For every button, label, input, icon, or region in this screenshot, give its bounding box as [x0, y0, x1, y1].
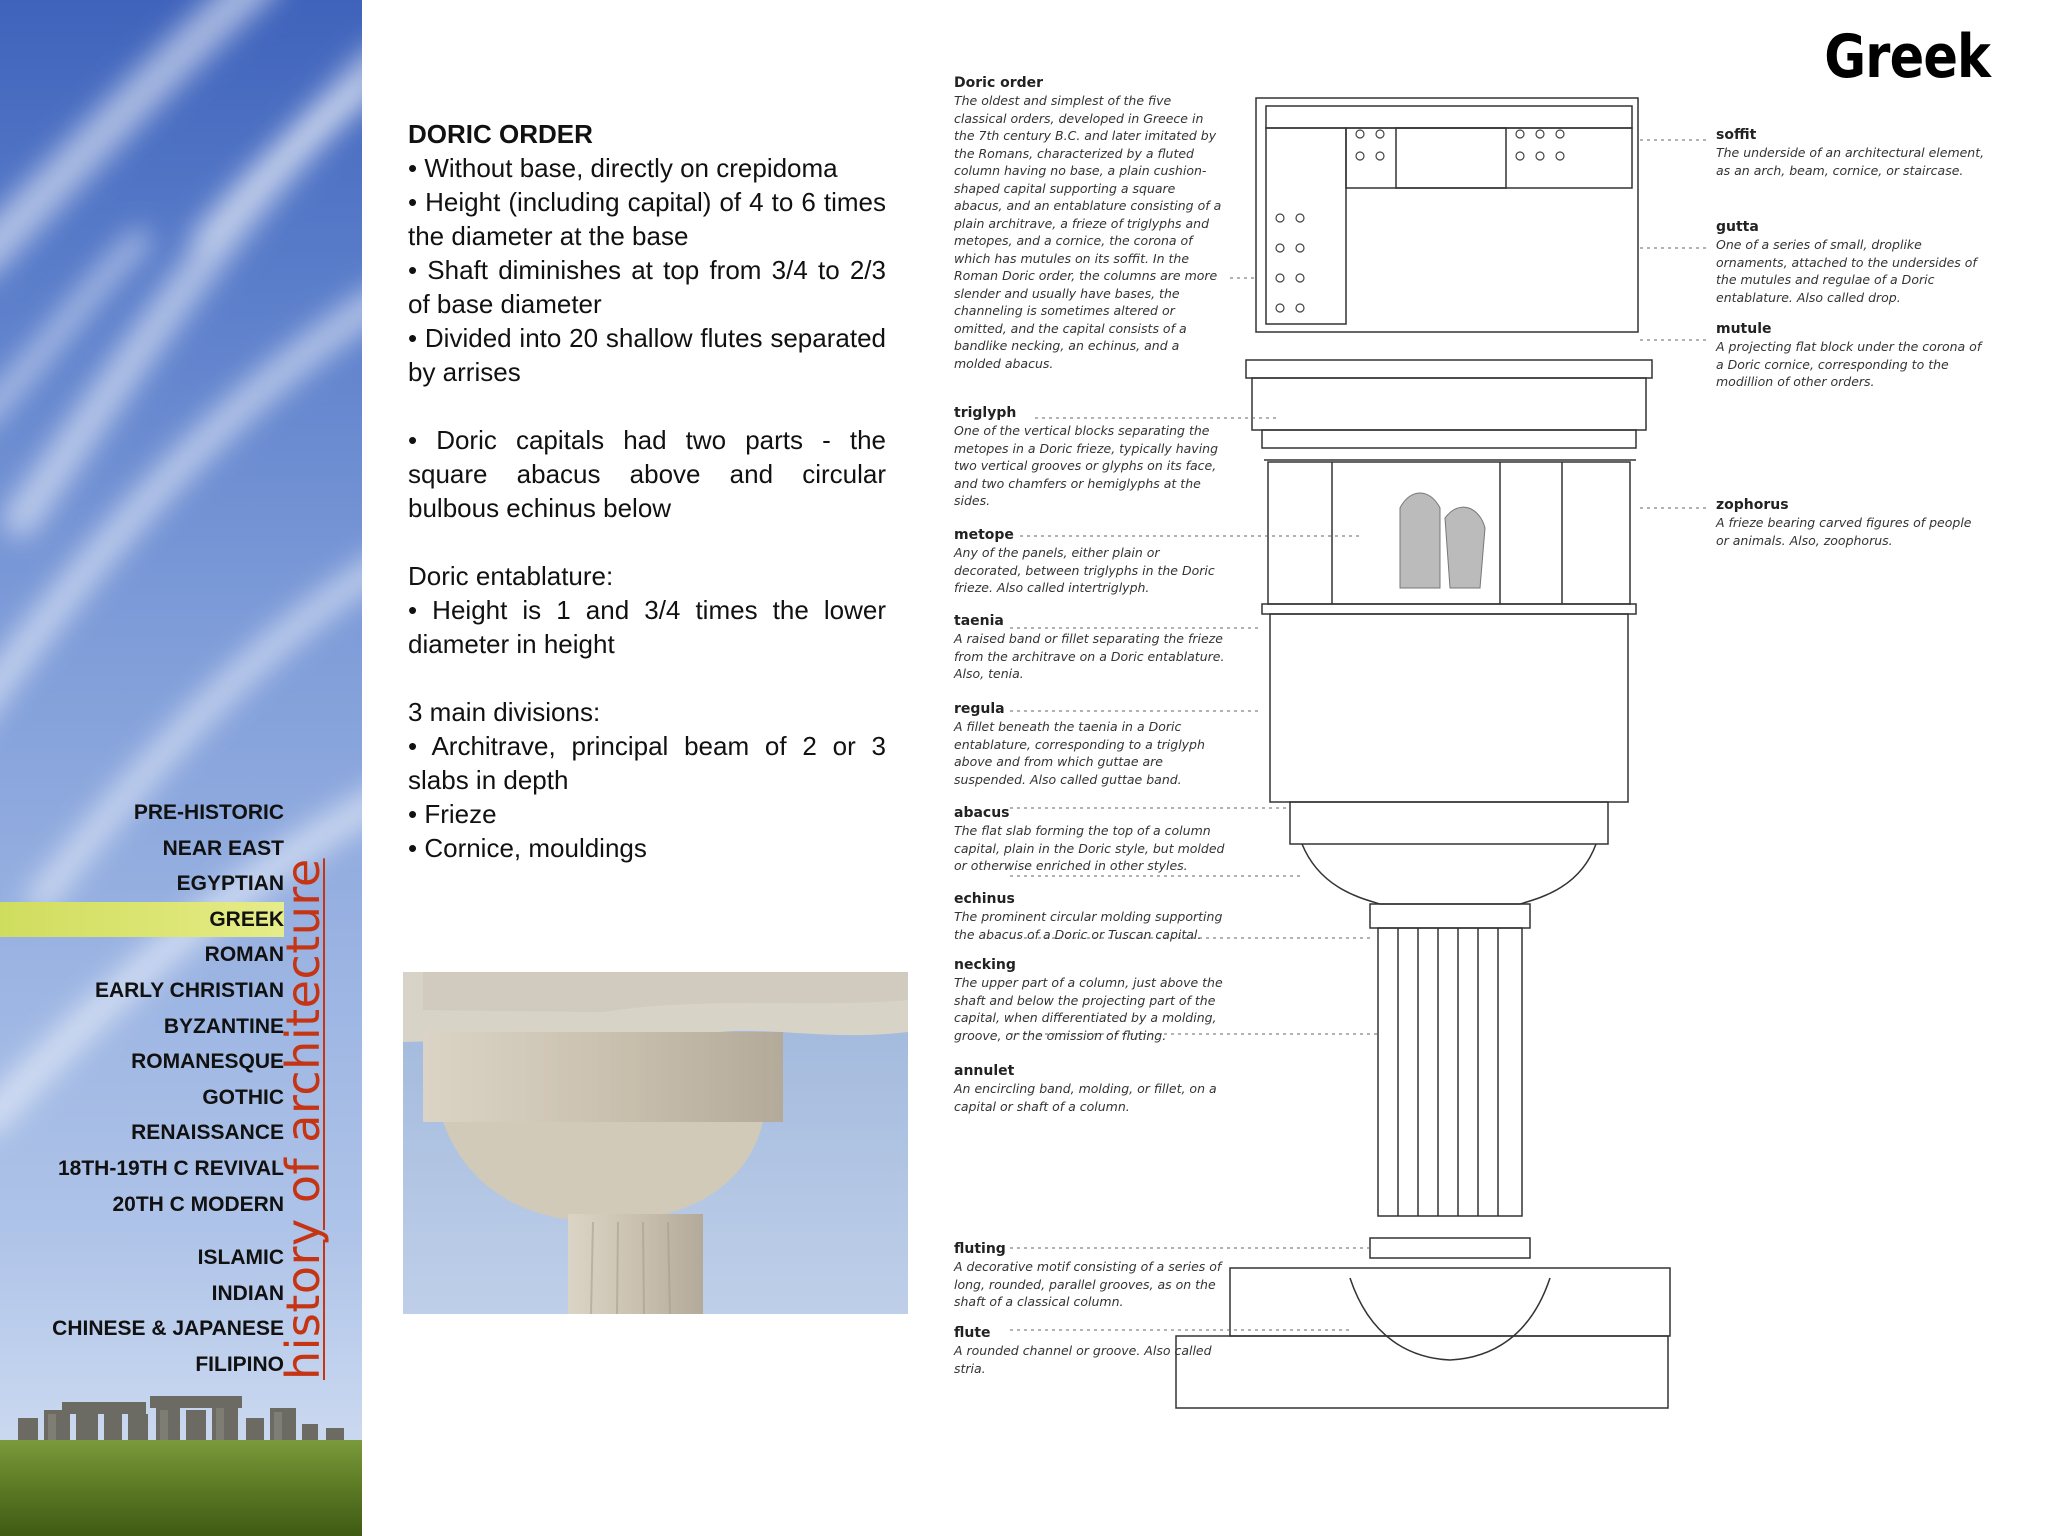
bullet-architrave: • Architrave, principal beam of 2 or 3 slabs in depth: [408, 731, 886, 795]
label-regula: regula A fillet beneath the taenia in a Doric entablature, corresponding to a triglyph above and from which guttae are suspended. Also called guttae band.: [954, 701, 1205, 787]
label-mutule: mutule A projecting flat block under the corona of a Doric cornice, corresponding to the modillion of other orders.: [1716, 321, 1982, 389]
label-zophorus: zophorus A frieze bearing carved figures of people or animals. Also, zoophorus.: [1716, 497, 1972, 548]
label-triglyph: triglyph One of the vertical blocks separating the metopes in a Doric frieze, typically having two vertical grooves or glyphs on its face, and two chamfers or hemiglyphs at the sides.: [954, 405, 1219, 508]
bullet-shaft: • Shaft diminishes at top from 3/4 to 2/3 of base diameter: [408, 255, 886, 319]
nav-item-early-christian[interactable]: EARLY CHRISTIAN: [94, 978, 284, 1002]
bullet-capitals: • Doric capitals had two parts - the square abacus above and circular bulbous echinus below: [408, 425, 886, 523]
nav-item-chinese-japanese[interactable]: CHINESE & JAPANESE: [52, 1317, 284, 1341]
bullet-entablature-height: • Height is 1 and 3/4 times the lower diameter in height: [408, 595, 886, 659]
bullet-flutes: • Divided into 20 shallow flutes separated by arrises: [408, 323, 886, 387]
bullet-height: • Height (including capital) of 4 to 6 times the diameter at the base: [408, 187, 886, 251]
sidebar: [0, 0, 362, 1536]
nav-item-egyptian[interactable]: EGYPTIAN: [176, 872, 284, 896]
page-title: Greek: [1824, 22, 1990, 92]
entablature-heading: Doric entablature:: [408, 561, 614, 591]
label-echinus: echinus The prominent circular molding supporting the abacus of a Doric or Tuscan capital.: [954, 891, 1223, 942]
bullet-frieze: • Frieze: [408, 799, 497, 829]
nav-item-roman[interactable]: ROMAN: [204, 943, 284, 967]
doric-order-diagram: [940, 68, 1992, 1468]
label-annulet: annulet An encircling band, molding, or fillet, on a capital or shaft of a column.: [954, 1063, 1217, 1114]
nav-item-gothic[interactable]: GOTHIC: [202, 1085, 284, 1109]
vertical-title: history of architecture: [276, 858, 330, 1380]
doric-order-notes: [408, 117, 886, 865]
label-fluting: fluting A decorative motif consisting of a series of long, rounded, parallel grooves, as on the shaft of a classical column.: [954, 1241, 1222, 1309]
doric-capital-photo: [403, 972, 908, 1314]
nav-item-near-east[interactable]: NEAR EAST: [162, 836, 284, 860]
label-abacus: abacus The flat slab forming the top of a column capital, plain in the Doric style, but molded or otherwise enriched in other styles.: [954, 805, 1225, 873]
nav-item-pre-historic[interactable]: PRE-HISTORIC: [133, 801, 284, 824]
nav-item-greek[interactable]: GREEK: [0, 902, 284, 938]
nav-item-indian[interactable]: INDIAN: [211, 1281, 284, 1305]
label-doric-order: Doric order The oldest and simplest of the five classical orders, developed in Greece in the 7th century B.C. and later imitated by the Romans, characterized by a fluted column having no base, a plain cushion-shaped capital supporting a square abacus, and an entablature consisting of a plain architrave, a frieze of triglyphs and metopes, and a cornice, the corona of which has mutules on its soffit. In the Roman Doric order, the columns are more slender and usually have bases, the channeling is sometimes altered or omitted, and the capital consists of a bandlike necking, an echinus, and a molded abacus.: [954, 75, 1222, 371]
grass-foreground: [0, 1440, 362, 1536]
nav-item-islamic[interactable]: ISLAMIC: [197, 1246, 284, 1270]
bullet-base: • Without base, directly on crepidoma: [408, 153, 838, 183]
nav-item-byzantine[interactable]: BYZANTINE: [163, 1014, 284, 1038]
label-soffit: soffit The underside of an architectural element, as an arch, beam, cornice, or staircase.: [1716, 127, 1985, 178]
sidebar-nav: [0, 795, 284, 1383]
nav-item-filipino[interactable]: FILIPINO: [195, 1352, 284, 1376]
nav-spacer: [0, 1222, 284, 1240]
nav-item-modern[interactable]: 20TH C MODERN: [112, 1192, 284, 1216]
label-metope: metope Any of the panels, either plain or decorated, between triglyphs in the Doric frieze. Also called intertriglyph.: [954, 527, 1215, 595]
label-flute: flute A rounded channel or groove. Also called stria.: [954, 1325, 1212, 1376]
label-necking: necking The upper part of a column, just above the shaft and below the projecting part of the capital, when differentiated by a molding, groove, or the omission of fluting.: [954, 957, 1223, 1043]
nav-item-revival[interactable]: 18TH-19TH C REVIVAL: [58, 1156, 284, 1180]
label-taenia: taenia A raised band or fillet separating the frieze from the architrave on a Doric entablature. Also, tenia.: [954, 613, 1225, 681]
section-heading: DORIC ORDER: [408, 119, 593, 149]
nav-item-renaissance[interactable]: RENAISSANCE: [131, 1121, 284, 1145]
bullet-cornice: • Cornice, mouldings: [408, 833, 647, 863]
label-gutta: gutta One of a series of small, droplike ornaments, attached to the undersides of the mutules and regulae of a Doric entablature. Also called drop.: [1716, 219, 1977, 305]
divisions-heading: 3 main divisions:: [408, 697, 601, 727]
nav-item-romanesque[interactable]: ROMANESQUE: [131, 1050, 284, 1074]
